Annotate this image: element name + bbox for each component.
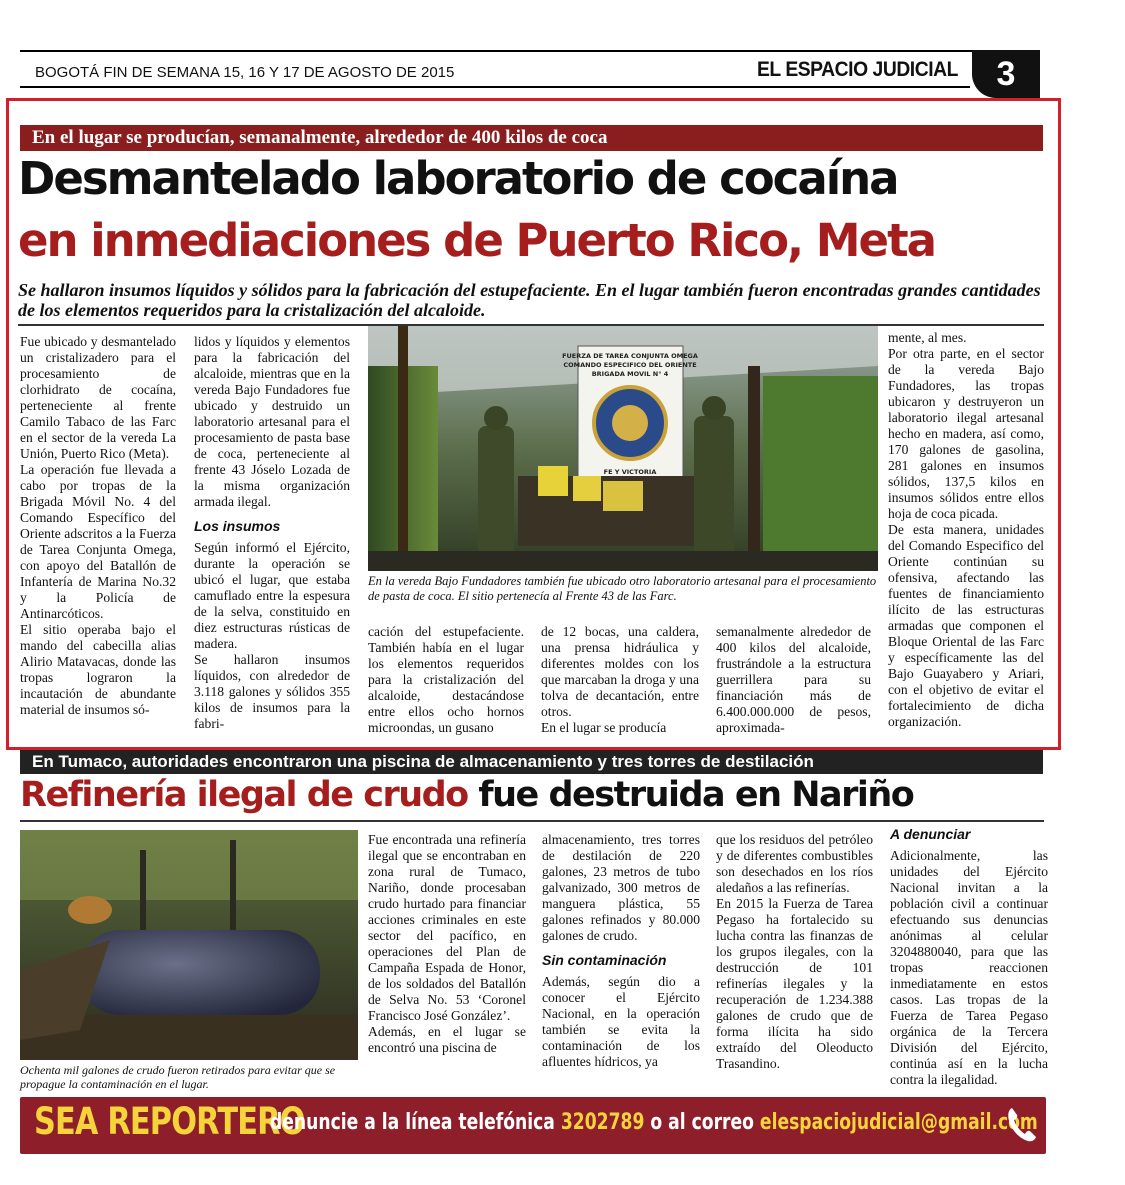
- article2-paragraph: Además, según dio a conocer el Ejército Nacional, en la operación también se evita la contaminación de los afluentes hídricos, ya: [542, 974, 700, 1069]
- article1-column-5: [716, 624, 871, 736]
- banner-phone: 3202789: [560, 1110, 645, 1135]
- article1-headline-line1: Desmantelado laboratorio de cocaína: [18, 152, 898, 205]
- article2-paragraph: En 2015 la Fuerza de Tarea Pegaso ha fortalecido su lucha contra las finanzas de los grupos ilegales, con la destrucción de 101 refinerías ilegales y la recuperación de 1.234.388 galones de crudo que de forma ilícita ha sido extraído del Oleoducto Trasandino.: [716, 896, 873, 1071]
- article2-column-1: [368, 832, 526, 1056]
- article1-column-1: [20, 334, 176, 718]
- article1-paragraph: de 12 bocas, una caldera, una prensa hidráulica y diferentes moldes con los que marcaban la droga y una tolva de decantación, entre otros.: [541, 624, 699, 719]
- article2-headline: [20, 775, 913, 815]
- article1-paragraph: cación del estupefaciente. También había en el lugar los elementos requeridos para la cristalización del alcaloide, destacándose entre ellos ocho hornos microondas, un gusano: [368, 624, 524, 735]
- article2-column-2: [542, 832, 700, 1070]
- article1-headline-line2: en inmediaciones de Puerto Rico, Meta: [18, 214, 935, 267]
- article2-headline-red: Refinería ilegal de crudo: [20, 775, 468, 815]
- phone-icon: [1004, 1104, 1040, 1144]
- article1-paragraph: Según informó el Ejército, durante la operación se ubicó el lugar, que estaba camuflado entre la espesura de la selva, constituido en diez estructuras rústicas de madera.: [194, 540, 350, 651]
- article1-paragraph: semanalmente alrededor de 400 kilos del alcaloide, frustrándole a la estructura guerrillera para su financiación más de 6.400.000.000 de pesos, aproximada-: [716, 624, 871, 735]
- sign-text-4: FE Y VICTORIA: [603, 468, 657, 476]
- sign-text-3: BRIGADA MOVIL N° 4: [591, 370, 669, 378]
- article1-paragraph: Se hallaron insumos líquidos, con alrededor de 3.118 galones y sólidos 355 kilos de insumos para la fabri-: [194, 652, 350, 731]
- sign-text-2: COMANDO ESPECIFICO DEL ORIENTE: [563, 361, 697, 369]
- banner-text-1: denuncie a la línea telefónica: [270, 1110, 555, 1135]
- section-heading-denunciar: A denunciar: [890, 826, 971, 842]
- article1-paragraph: mente, al mes.: [888, 330, 967, 345]
- newspaper-name: EL ESPACIO JUDICIAL: [757, 58, 958, 81]
- article1-paragraph: El sitio operaba bajo el mando del cabecilla alias Alirio Matavacas, donde las tropas lograron la incautación de abundante material de insumos só-: [20, 622, 176, 717]
- sign-text-1: FUERZA DE TAREA CONJUNTA OMEGA: [562, 352, 698, 360]
- issue-date: BOGOTÁ FIN DE SEMANA 15, 16 Y 17 DE AGOSTO DE 2015: [35, 64, 455, 81]
- refinery-photo-caption: Ochenta mil galones de crudo fueron retirados para evitar que se propague la contaminación en el lugar.: [20, 1063, 336, 1091]
- article1-paragraph: Por otra parte, en el sector de la vereda Bajo Fundadores, las tropas ubicaron y destruyeron un laboratorio ilegal artesanal hecho en madera, así como, 170 galones de gasolina, 281 galones en insumos sólidos, 137,5 kilos en insumos sólidos entre ellos hoja de coca picada.: [888, 346, 1044, 521]
- section-heading-contaminacion: Sin contaminación: [542, 952, 667, 968]
- article1-column-2: [194, 334, 350, 732]
- article1-column-6: [888, 330, 1044, 730]
- article1-paragraph: En el lugar se producía: [541, 720, 667, 735]
- article2-headline-black: fue destruida en Nariño: [478, 775, 914, 815]
- article2-paragraph: Fue encontrada una refinería ilegal que se encontraban en zona rural de Tumaco, Nariño, donde procesaban crudo hurtado para financiar acciones criminales en este sector del pacífico, en operaciones del Plan de Campaña Espada de Honor, de los soldados del Batallón de Selva No. 53 ‘Coronel Francisco José González’.: [368, 832, 526, 1023]
- section-heading-insumos: Los insumos: [194, 518, 281, 534]
- article2-paragraph: Además, en el lugar se encontró una piscina de: [368, 1024, 526, 1055]
- article1-column-3: [368, 624, 524, 736]
- article1-subhead: Se hallaron insumos líquidos y sólidos para la fabricación del estupefaciente. En el lugar también fueron encontradas grandes cantidades de los elementos requeridos para la cristalización del alcaloide.: [18, 280, 1041, 320]
- header-top-rule: [20, 50, 1040, 52]
- article2-paragraph: que los residuos del petróleo y de diferentes combustibles son desechados en los ríos aledaños a las refinerías.: [716, 832, 873, 895]
- article1-kicker: En el lugar se producían, semanalmente, alrededor de 400 kilos de coca: [20, 125, 1043, 151]
- banner-email: elespaciojudicial@gmail.com: [759, 1110, 1038, 1135]
- lab-photo-caption: En la vereda Bajo Fundadores también fue ubicado otro laboratorio artesanal para el procesamiento de pasta de coca. El sitio pertenecía al Frente 43 de las Farc.: [368, 574, 877, 603]
- page-number: 3: [972, 50, 1040, 98]
- article1-column-4: [541, 624, 699, 736]
- article1-paragraph: lidos y líquidos y elementos para la fabricación del alcaloide, mientras que en la vereda Bajo Fundadores fue ubicado y destruido un laboratorio artesanal para el procesamiento de pasta base de coca, perteneciente al frente 43 Jóselo Lozada de la misma organización armada ilegal.: [194, 334, 350, 509]
- article2-paragraph: Adicionalmente, las unidades del Ejército Nacional invitan a la población civil a continuar efectuando sus denuncias anónimas al celular 3204880040, para que las tropas reaccionen inmediatamente en estos casos. Las tropas de la Fuerza de Tarea Pegaso orgánica de la Tercera División del Ejército, continúa así en la lucha contra la ilegalidad.: [890, 848, 1048, 1087]
- banner-title: SEA REPORTERO: [34, 1100, 305, 1143]
- refinery-photo: [20, 830, 358, 1060]
- lab-photo: [368, 326, 878, 571]
- header-bottom-rule: [20, 86, 970, 88]
- banner-text: [270, 1110, 1038, 1135]
- article1-paragraph: La operación fue llevada a cabo por tropas de la Brigada Móvil No. 4 del Comando Específico del Oriente adscritos a la Fuerza de Tarea Conjunta Omega, con apoyo del Batallón de Infantería de Marina No.32 y la Policía de Antinarcóticos.: [20, 462, 176, 621]
- banner-text-2: o al correo: [650, 1110, 754, 1135]
- article1-paragraph: Fue ubicado y desmantelado un cristalizadero para el procesamiento de clorhidrato de cocaína, perteneciente al frente Camilo Tabaco de las Farc en el sector de la vereda La Unión, Puerto Rico (Meta).: [20, 334, 176, 461]
- article2-kicker: En Tumaco, autoridades encontraron una piscina de almacenamiento y tres torres de destilación: [20, 750, 1043, 774]
- article2-column-3: [716, 832, 873, 1072]
- article1-paragraph: De esta manera, unidades del Comando Especifico del Oriente continúan su ofensiva, afectando las fuentes de financiamiento ilícito de las estructuras armadas que componen el Bloque Oriental de las Farc y específicamente las del Bajo Guayabero y Ariari, con el objetivo de evitar el fortalecimiento de dicha organización.: [888, 522, 1044, 729]
- article2-paragraph: almacenamiento, tres torres de destilación de 220 galones, 23 metros de tubo galvanizado, 300 metros de manguera plástica, 55 galones refinados y 80.000 galones de crudo.: [542, 832, 700, 943]
- article2-column-4: [890, 822, 1048, 1088]
